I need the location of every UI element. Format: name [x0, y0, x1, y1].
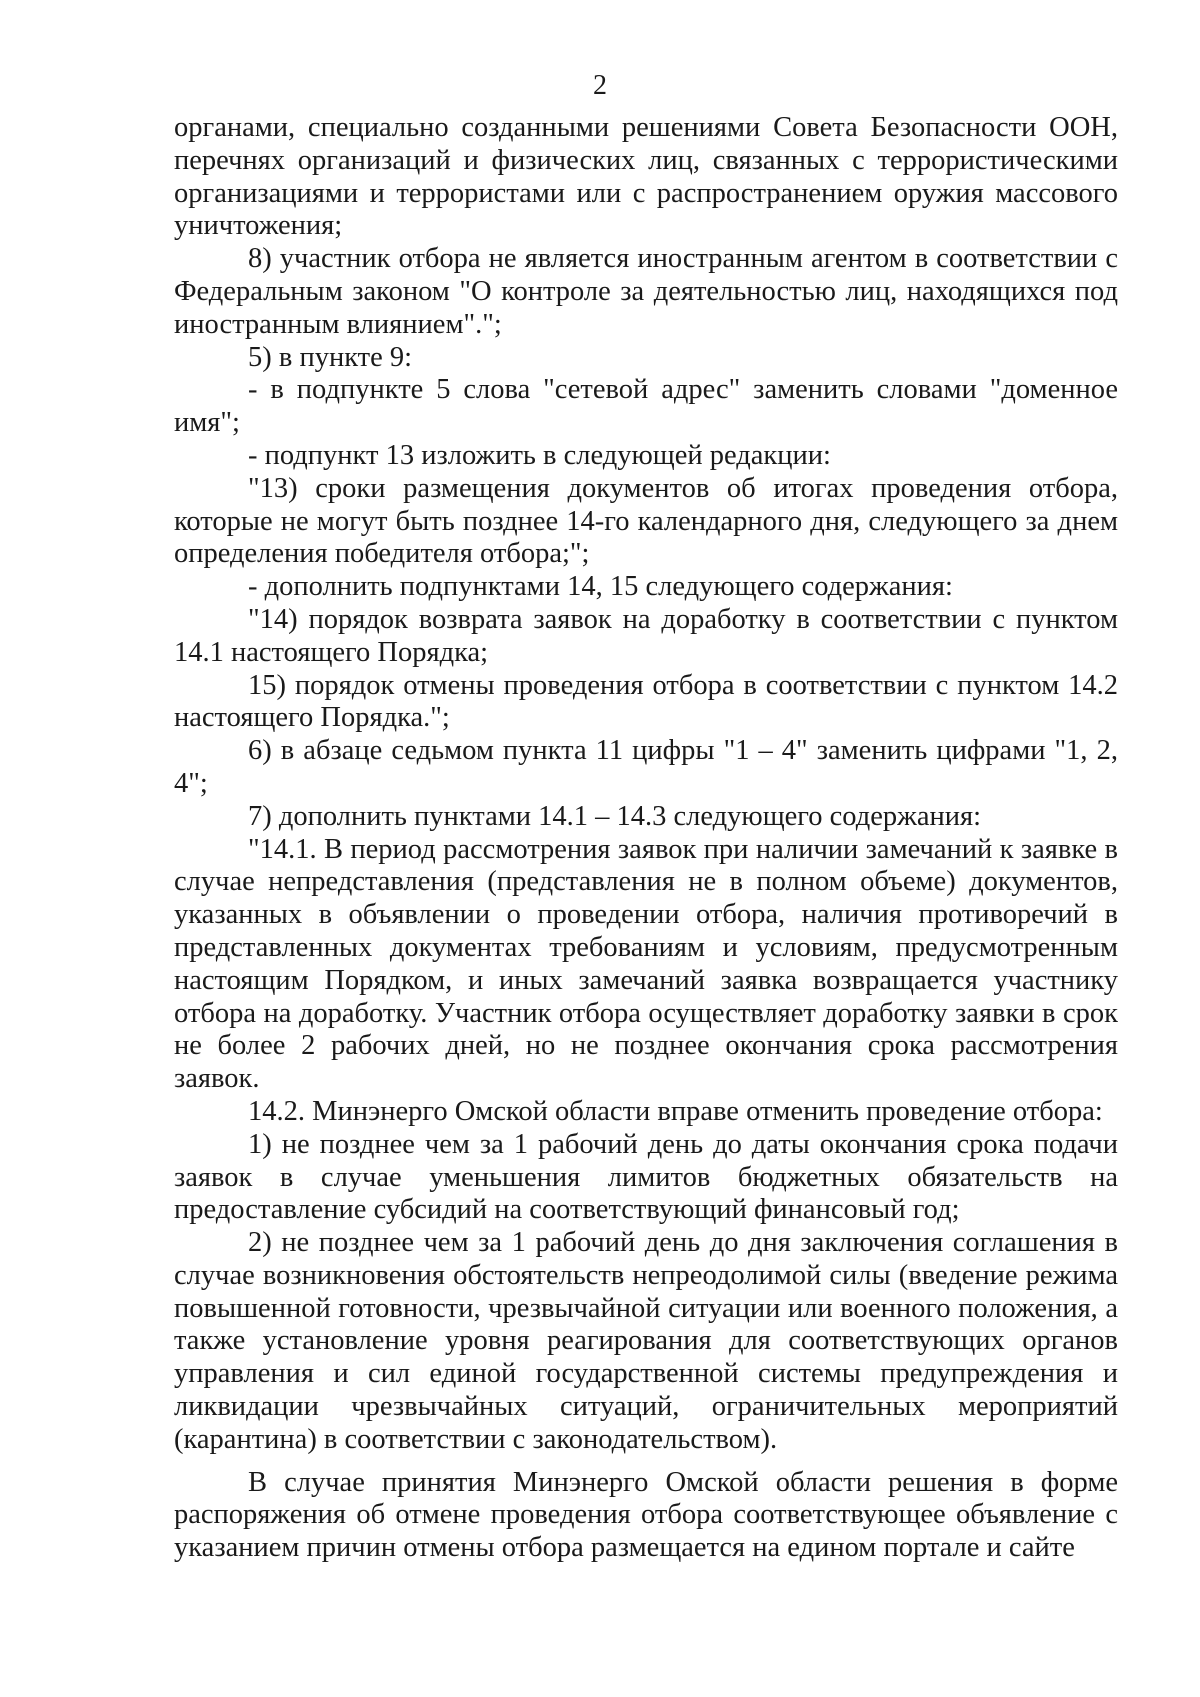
paragraph-subpoint-13-text: "13) сроки размещения документов об итогах проведения отбора, которые не могут быть позднее 14-го календарного дня, следующего за днем определения победителя отбора;"; — [174, 472, 1118, 570]
paragraph-point-7: 7) дополнить пунктами 14.1 – 14.3 следующего содержания: — [248, 800, 981, 832]
paragraph-cancellation-notice: В случае принятия Минэнерго Омской области решения в форме распоряжения об отмене проведения отбора соответствующее объявление с указанием причин отмены отбора размещается на едином портале и сайте — [174, 1466, 1118, 1564]
page-number: 2 — [593, 70, 607, 101]
paragraph-point-5: 5) в пункте 9: — [248, 341, 413, 373]
paragraph-14-2: 14.2. Минэнерго Омской области вправе отменить проведение отбора: — [248, 1095, 1103, 1127]
document-body — [174, 112, 1118, 1565]
paragraph-subpoint-5-change: - в подпункте 5 слова "сетевой адрес" заменить словами "доменное имя"; — [174, 374, 1118, 439]
paragraph-subpoint-13-intro: - подпункт 13 изложить в следующей редакции: — [248, 439, 831, 471]
paragraph-14-1: "14.1. В период рассмотрения заявок при наличии замечаний к заявке в случае непредставления (представления не в полном объеме) документов, указанных в объявлении о проведении отбора, наличия противоречий в представленных документах требованиям и условиям, предусмотренным настоящим Порядком, и иных замечаний заявка возвращается участнику отбора на доработку. Участник отбора осуществляет доработку заявки в срок не более 2 рабочих дней, но не позднее окончания срока рассмотрения заявок. — [174, 833, 1118, 1095]
paragraph-continuation: органами, специально созданными решениями Совета Безопасности ООН, перечнях организаций и физических лиц, связанных с террористическими организациями и террористами или с распространением оружия массового уничтожения; — [174, 112, 1118, 242]
paragraph-subpoint-14: "14) порядок возврата заявок на доработку в соответствии с пунктом 14.1 настоящего Порядка; — [174, 603, 1118, 668]
paragraph-item-8: 8) участник отбора не является иностранным агентом в соответствии с Федеральным законом "О контроле за деятельностью лиц, находящихся под иностранным влиянием"."; — [174, 243, 1118, 340]
paragraph-14-2-item-2: 2) не позднее чем за 1 рабочий день до дня заключения соглашения в случае возникновения обстоятельств непреодолимой силы (введение режима повышенной готовности, чрезвычайной ситуации или военного положения, а также установление уровня реагирования для соответствующих органов управления и сил единой государственной системы предупреждения и ликвидации чрезвычайных ситуаций, ограничительных мероприятий (карантина) в соответствии с законодательством). — [174, 1227, 1118, 1455]
paragraph-subpoint-15: 15) порядок отмены проведения отбора в соответствии с пунктом 14.2 настоящего Порядка."; — [174, 669, 1118, 734]
paragraph-14-2-item-1: 1) не позднее чем за 1 рабочий день до даты окончания срока подачи заявок в случае уменьшения лимитов бюджетных обязательств на предоставление субсидий на соответствующий финансовый год; — [174, 1128, 1118, 1226]
paragraph-point-6: 6) в абзаце седьмом пункта 11 цифры "1 – 4" заменить цифрами "1, 2, 4"; — [174, 735, 1118, 799]
paragraph-add-subpoints-intro: - дополнить подпунктами 14, 15 следующего содержания: — [248, 571, 953, 603]
